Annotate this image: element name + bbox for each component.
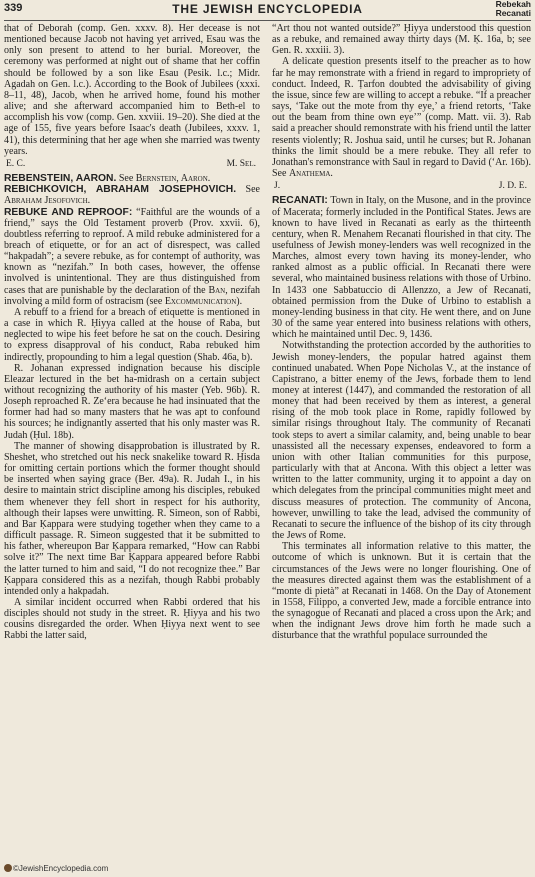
paragraph: This terminates all information relative to this matter, the outcome of which is unknown. But it is certain that the circumstances of the Jews were no longer flourishing. One of the measures directed against them was the establishment of a “monte di pietà” at Recanati in 1468. On the Day of Atonement in 1558, Filippo, a converted Jew, made a forcible entrance into the synagogue of Recanati and placed a cross upon the Ark; and when the indignant Jews drove him forth he made such a disturbance that the wrathful populace surrounded the <box>272 541 531 642</box>
entry-heading: REBUKE AND REPROOF: <box>4 206 133 218</box>
entry-rebuke-and-reproof: REBUKE AND REPROOF: “Faithful are the wounds of a friend,” says the Old Testament proverb (Prov. xxvii. 6), doubtless referring to reproof. A mild rebuke administered for a breach of etiquette, or for an act of disrespect, was called “hakpadah”; a severe rebuke, as for contempt of authority, was known as “nezifah.” In both cases, however, the offense involved is unintentional. They are thus distinguished from cases that are punishable by the declaration of the Ban, nezifah involving a mild form of ostracism (see Excommunication). <box>4 206 260 307</box>
running-head-first: Rebekah <box>495 0 531 9</box>
entry-recanati: RECANATI: Town in Italy, on the Musone, and in the province of Macerata; formerly included in the Pontifical States. Jews are known to have lived in Recanati as early as the thirteenth century, when R. Menahem Recanati flourished in that city. The usefulness of Jewish money-lenders was well recognized in the Marches, almost every town having its money-lender, who ranked almost as a public official. In Recanati there were several, who maintained business relations with those of Urbino. In 1433 one Sabbatuccio di Allenzzo, a Jew of Recanati, obtained permission from the Duke of Urbino to establish a money-lending business in that city. He went there, and on June 30 of the same year entered into business relations with others, which he maintained until Dec. 9, 1436. <box>272 195 531 341</box>
entry-rebenstein: REBENSTEIN, AARON. See Bernstein, Aaron. <box>4 173 211 185</box>
header-rule <box>4 20 531 21</box>
cross-reference-link[interactable]: Excommunication <box>164 295 237 307</box>
signature-author: J. D. E. <box>498 181 527 192</box>
cross-reference-link[interactable]: Anathema. <box>288 168 333 180</box>
entry-heading: REBICHKOVICH, ABRAHAM JOSEPHOVICH. <box>4 184 237 196</box>
paragraph: A delicate question presents itself to the preacher as to how far he may remonstrate with a friend in regard to impropriety of conduct. Indeed, R. Ṭarfon doubted the advisability of giving the issue, since few are willing to accept a rebuke. “If a preacher says, ‘Take out the mote from thy eye,’ a friend retorts, ‘Take out the beam from thine own eye’” (comp. Matt. vii. 3). Rab said a preacher should remonstrate with his friend until the latter resents violently; R. Joshua said, until he curses; but R. Johanan thinks the limit should be a mere rebuke. They all refer to Jonathan's remonstrance with Saul in regard to David (ʻAr. 16b). See Anathema. <box>272 56 531 180</box>
signature-initials: J. <box>274 181 281 192</box>
footer <box>4 864 108 873</box>
right-column <box>272 23 531 859</box>
left-column <box>4 23 260 859</box>
paragraph: A rebuff to a friend for a breach of etiquette is mentioned in a case in which R. Ḥiyya called at the house of Raba, but neglected to wipe his feet before he sat on the couch. Desiring to express disapproval of his conduct, Raba rebuked him indirectly, propounding to him a legal question (Shab. 46a, b). <box>4 306 260 363</box>
paragraph: Notwithstanding the protection accorded by the authorities to Jewish money-lenders, the popular hatred against them continued unabated. When Pope Nicholas V., at the instance of Capistrano, a bitter enemy of the Jews, forbade them to lend money at interest (1447), and commanded the restoration of all money that had been received by them as interest, a general rising of the mob took place in Rome, rapidly followed by similar risings throughout Italy. The community of Recanati took steps to avert a similar calamity, and, being unable to bear unassisted all the necessary expenses, endeavored to form a union with other Italian communities for this purpose, particularly with that at Ancona. With this object a letter was written to the latter community, urging it to appoint a day on which delegates from the principal communities might meet and discuss measures of protection. The community of Ancona, however, unwilling to take the lead, advised the community of Recanati to secure the influence of the bishop of its city through the Jews of Rome. <box>272 340 531 542</box>
cross-reference-link[interactable]: Bernstein, Aaron. <box>135 173 211 185</box>
page-number: 339 <box>4 2 23 14</box>
paragraph: The manner of showing disapprobation is illustrated by R. Sheshet, who stretched out his neck snakelike toward R. Ḥisda for omitting certain portions which the former thought should be inserted when saying grace (Ber. 49a). R. Judah I., in his desire to maintain strict discipline among his disciples, rebuked them whenever they fell short in respect for his authority, although their lapses were unwitting. R. Simeon, son of Rabbi, and Bar Ḳappara were studying together when they came to a difficult passage. R. Simeon suggested that it be submitted to his father, whereupon Bar Ḳappara remarked, “How can Rabbi solve it?” The next time Bar Ḳappara appeared before Rabbi the latter turned to him and said, “I do not recognize thee.” Bar Ḳappara considered this as a nezifah, though Rabbi probably intended only a hakpadah. <box>4 440 260 597</box>
cross-reference-link[interactable]: Ban <box>208 284 226 296</box>
footer-text[interactable]: ©JewishEncyclopedia.com <box>13 864 109 873</box>
entry-heading: RECANATI: <box>272 195 328 207</box>
signature-rebuke <box>274 181 527 192</box>
paragraph: R. Johanan expressed indignation because his disciple Eleazar lectured in the bet ha-midrash on a certain subject without recognizing the authority of his master (Yeb. 96b). R. Joseph reproached R. Zeʻera because he had insinuated that the former had had so many masters that he was apt to confound his sources; he indignantly asserted that his only master was R. Judah (Ḥul. 18b). <box>4 362 260 441</box>
running-head <box>496 0 531 18</box>
running-head-last: Recanati <box>495 8 531 18</box>
rebekah-continuation: that of Deborah (comp. Gen. xxxv. 8). Her decease is not mentioned because Jacob not having yet arrived, Esau was the only son present to attend to her burial. Moreover, the ceremony was performed at night out of shame that her coffin should be followed by a son like Esau (Pesik. l.c.; Midr. Agadah on Gen. l.c.). According to the Book of Jubilees (xxxi. 8–11, 48), Jacob, when he arrived home, found his mother alive; and she afterward accompanied him to Beth-el to accomplish his vow (comp. Gen. xxviii. 19–20). She died at the age of 155, five years before Isaac's death (Jubilees, xxxv. 1, 41), this determining that her age when she married was twenty years. <box>4 23 260 157</box>
paragraph: A similar incident occurred when Rabbi ordered that his disciples should not study in the street. R. Ḥiyya and his two cousins disregarded the order. When Ḥiyya next went to see Rabbi the latter said, <box>4 596 260 642</box>
cross-reference-link[interactable]: Abraham Jesofovich. <box>4 195 91 207</box>
entry-heading: REBENSTEIN, AARON. <box>4 173 117 185</box>
page-title: THE JEWISH ENCYCLOPEDIA <box>172 2 363 16</box>
entry-rebichkovich: REBICHKOVICH, ABRAHAM JOSEPHOVICH. See Abraham Jesofovich. <box>4 184 260 207</box>
signature-author: M. Sel. <box>226 158 256 169</box>
paragraph: “Art thou not wanted outside?” Ḥiyya understood this question as a rebuke, and remained away thirty days (M. Ḳ. 16a, b; see Gen. R. xxxiii. 3). <box>272 23 531 57</box>
page-header <box>0 0 535 20</box>
signature-rebekah <box>6 159 256 170</box>
signature-initials: E. C. <box>6 158 26 169</box>
copyright-logo-icon <box>4 864 12 872</box>
